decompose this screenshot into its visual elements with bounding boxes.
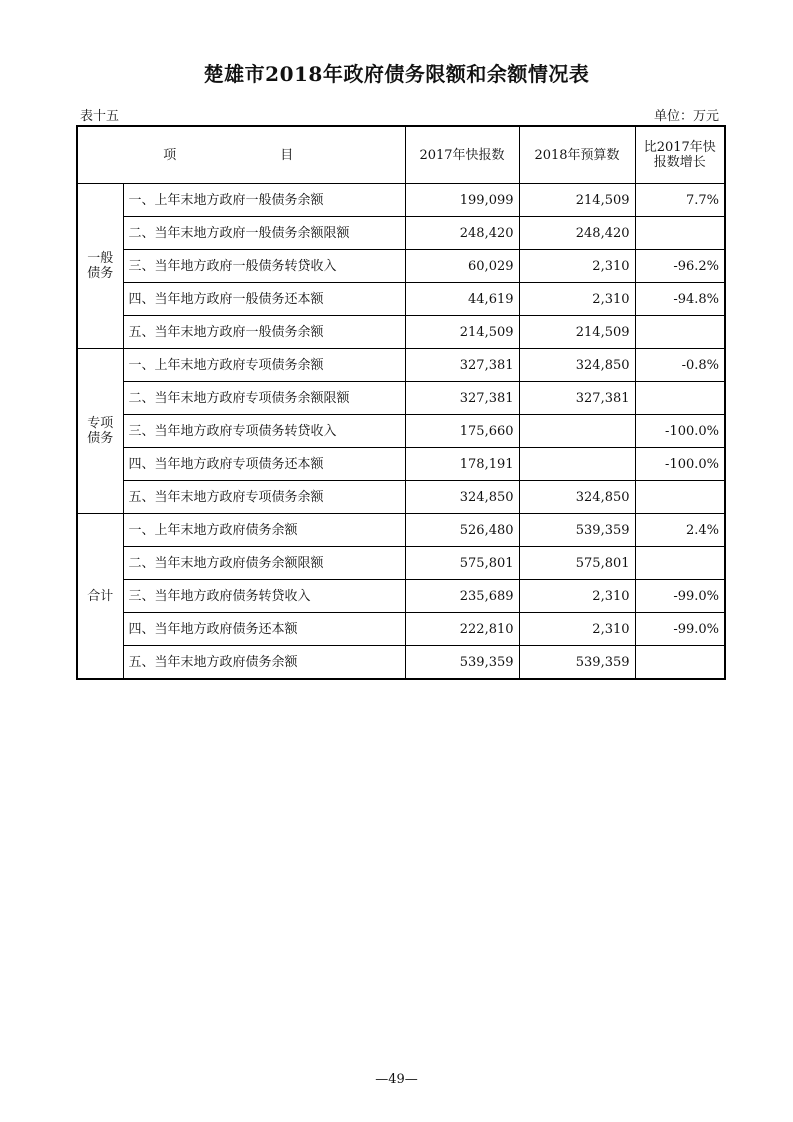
table-row [77,613,725,646]
value-2017: 324,850 [405,481,519,514]
value-2018: 539,359 [519,646,635,680]
value-2018: 539,359 [519,514,635,547]
page-title: 楚雄市2018年政府债务限额和余额情况表 [203,62,590,86]
header-growth: 比2017年快报数增长 [635,126,725,184]
value-2017: 222,810 [405,613,519,646]
value-2018: 2,310 [519,250,635,283]
row-name: 四、当年地方政府一般债务还本额 [123,283,405,316]
value-2018: 214,509 [519,184,635,217]
value-2018: 2,310 [519,283,635,316]
growth-rate: -96.2% [635,250,725,283]
table-number: 表十五 [80,109,120,124]
value-2017: 214,509 [405,316,519,349]
table-row [77,514,725,547]
value-2018: 327,381 [519,382,635,415]
row-name: 一、上年末地方政府债务余额 [123,514,405,547]
table-row [77,250,725,283]
value-2018 [519,448,635,481]
page-number: —49— [375,1072,418,1087]
row-name: 三、当年地方政府一般债务转贷收入 [123,250,405,283]
value-2018: 214,509 [519,316,635,349]
growth-rate: -100.0% [635,415,725,448]
value-2017: 44,619 [405,283,519,316]
table-row [77,283,725,316]
value-2017: 248,420 [405,217,519,250]
row-name: 二、当年末地方政府一般债务余额限额 [123,217,405,250]
value-2017: 575,801 [405,547,519,580]
row-name: 二、当年末地方政府专项债务余额限额 [123,382,405,415]
table-row [77,547,725,580]
table-row [77,217,725,250]
growth-rate [635,481,725,514]
category-label: 合计 [77,514,123,680]
value-2017: 175,660 [405,415,519,448]
header-item: 项 目 [77,126,405,184]
category-label: 一般债务 [77,184,123,349]
row-name: 二、当年末地方政府债务余额限额 [123,547,405,580]
value-2018: 2,310 [519,613,635,646]
table-row [77,382,725,415]
row-name: 一、上年末地方政府一般债务余额 [123,184,405,217]
table-row [77,415,725,448]
table-row [77,349,725,382]
growth-rate: -94.8% [635,283,725,316]
debt-table [76,125,726,680]
growth-rate [635,316,725,349]
table-row [77,184,725,217]
growth-rate: -100.0% [635,448,725,481]
table-row [77,448,725,481]
value-2018: 248,420 [519,217,635,250]
header-2017: 2017年快报数 [405,126,519,184]
category-label: 专项债务 [77,349,123,514]
value-2018: 324,850 [519,481,635,514]
value-2018: 324,850 [519,349,635,382]
value-2017: 199,099 [405,184,519,217]
unit-label: 单位：万元 [653,109,719,124]
row-name: 三、当年地方政府债务转贷收入 [123,580,405,613]
value-2017: 235,689 [405,580,519,613]
value-2017: 526,480 [405,514,519,547]
row-name: 五、当年末地方政府专项债务余额 [123,481,405,514]
row-name: 三、当年地方政府专项债务转贷收入 [123,415,405,448]
row-name: 四、当年地方政府专项债务还本额 [123,448,405,481]
growth-rate: 7.7% [635,184,725,217]
growth-rate: -99.0% [635,580,725,613]
table-body [77,184,725,680]
value-2017: 327,381 [405,349,519,382]
growth-rate [635,382,725,415]
row-name: 一、上年末地方政府专项债务余额 [123,349,405,382]
value-2017: 60,029 [405,250,519,283]
header-2018: 2018年预算数 [519,126,635,184]
table-row [77,316,725,349]
growth-rate [635,217,725,250]
growth-rate: -0.8% [635,349,725,382]
value-2017: 178,191 [405,448,519,481]
row-name: 五、当年末地方政府一般债务余额 [123,316,405,349]
value-2018: 575,801 [519,547,635,580]
growth-rate: -99.0% [635,613,725,646]
table-row [77,481,725,514]
table-row [77,646,725,680]
value-2017: 539,359 [405,646,519,680]
row-name: 五、当年末地方政府债务余额 [123,646,405,680]
growth-rate: 2.4% [635,514,725,547]
value-2018 [519,415,635,448]
growth-rate [635,547,725,580]
table-row [77,580,725,613]
header-row [77,126,725,184]
value-2017: 327,381 [405,382,519,415]
growth-rate [635,646,725,680]
value-2018: 2,310 [519,580,635,613]
row-name: 四、当年地方政府债务还本额 [123,613,405,646]
